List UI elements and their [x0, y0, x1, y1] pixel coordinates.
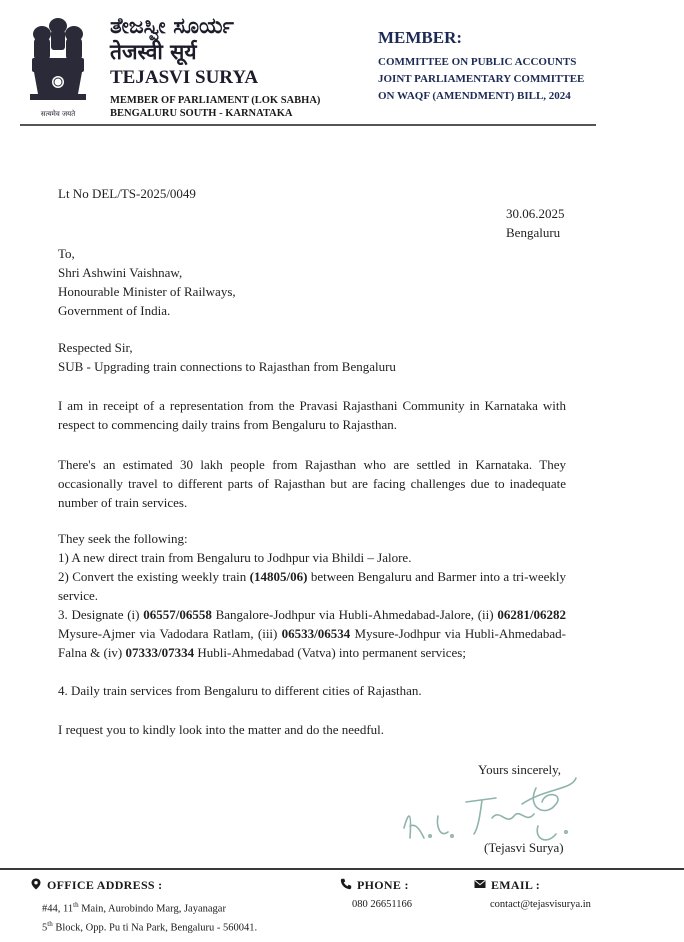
- request-item-1: 1) A new direct train from Bengaluru to Jodhpur via Bhildi – Jalore.: [58, 550, 412, 565]
- committee-line: JOINT PARLIAMENTARY COMMITTEE: [378, 73, 585, 85]
- location-pin-icon: [30, 878, 42, 890]
- reference-number: Lt No DEL/TS-2025/0049: [58, 186, 196, 201]
- item3-text: 3. Designate (i): [58, 607, 144, 622]
- item3-text: Mysure-Jodhpur via Hubli-Ahmedabad-Falna & (iv): [58, 626, 566, 660]
- name-kannada: ತೇಜಸ್ವೀ ಸೂರ್ಯ: [110, 13, 234, 39]
- address-text: Block, Opp. Pu ti Na Park, Bengaluru - 560041.: [52, 922, 258, 933]
- emblem-motto: सत्यमेव जयते: [40, 110, 76, 118]
- train-number: 06557/06558: [143, 607, 212, 622]
- train-number: (14805/06): [249, 569, 308, 584]
- phone-block: [340, 878, 412, 912]
- member-heading: MEMBER:: [378, 28, 463, 47]
- request-item-4: 4. Daily train services from Bengaluru to different cities of Rajasthan.: [58, 683, 422, 698]
- mp-title-line1: MEMBER OF PARLIAMENT (LOK SABHA): [110, 95, 321, 106]
- addressee-line: Government of India.: [58, 303, 171, 318]
- train-number: 06533/06534: [281, 626, 351, 641]
- mp-name-block: [110, 14, 320, 120]
- address-text: #44, 11: [42, 903, 74, 915]
- mp-title-line2: BENGALURU SOUTH - KARNATAKA: [110, 108, 293, 119]
- item3-text: Mysure-Ajmer via Vadodara Ratlam, (iii): [58, 626, 282, 641]
- request-intro: They seek the following:: [58, 531, 188, 546]
- addressee-line: Shri Ashwini Vaishnaw,: [58, 265, 183, 280]
- office-address-block: [30, 878, 257, 935]
- closing-request: I request you to kindly look into the matter and do the needful.: [58, 722, 385, 737]
- footer-divider: [0, 868, 684, 870]
- header-divider: [20, 124, 596, 126]
- email-block: [474, 878, 591, 912]
- national-emblem-icon: [20, 12, 96, 122]
- letter-place: Bengaluru: [506, 225, 561, 240]
- salutation: Respected Sir,: [58, 340, 133, 355]
- committee-block: [378, 28, 584, 105]
- request-item-3: [58, 605, 566, 662]
- email-label: EMAIL :: [491, 878, 541, 892]
- train-number: 07333/07334: [125, 645, 195, 660]
- phone-number[interactable]: 080 26651166: [352, 899, 412, 910]
- signatory-name: (Tejasvi Surya): [484, 840, 564, 855]
- name-english: TEJASVI SURYA: [110, 67, 259, 88]
- handwritten-signature: [396, 768, 606, 863]
- addressee-line: Honourable Minister of Railways,: [58, 284, 236, 299]
- subject-line: SUB - Upgrading train connections to Rajasthan from Bengaluru: [58, 359, 396, 374]
- address-line-1: [42, 898, 257, 917]
- closing: Yours sincerely,: [478, 762, 562, 777]
- item2-text: between Bengaluru and Barmer into a tri-weekly service.: [58, 569, 566, 603]
- body-paragraph: There's an estimated 30 lakh people from Rajasthan who are settled in Karnataka. They occasionally travel to different parts of Rajasthan but are facing challenges due to inadequate number of train services.: [58, 457, 566, 510]
- body-paragraph: I am in receipt of a representation from the Pravasi Rajasthani Community in Karnataka with respect to commencing daily trains from Bengaluru to Rajasthan.: [58, 398, 566, 432]
- name-hindi: तेजस्वी सूर्य: [110, 39, 197, 64]
- item2-text: 2) Convert the existing weekly train: [58, 569, 250, 584]
- ordinal-suffix: th: [47, 919, 53, 928]
- request-item-2: [58, 567, 566, 605]
- phone-icon: [340, 878, 352, 890]
- item3-text: Hubli-Ahmedabad (Vatva) into permanent services;: [194, 645, 466, 660]
- envelope-icon: [474, 878, 486, 890]
- item3-text: Bangalore-Jodhpur via Hubli-Ahmedabad-Jalore, (ii): [211, 607, 498, 622]
- ordinal-suffix: th: [73, 901, 79, 909]
- address-text: 5: [42, 922, 48, 933]
- office-address-label: OFFICE ADDRESS :: [47, 878, 163, 892]
- address-text: Main, Aurobindo Marg, Jayanagar: [78, 903, 226, 915]
- committee-line: ON WAQF (AMENDMENT) BILL, 2024: [378, 90, 571, 102]
- phone-label: PHONE :: [357, 878, 409, 892]
- committee-line: COMMITTEE ON PUBLIC ACCOUNTS: [378, 56, 577, 68]
- to-label: To,: [58, 246, 75, 261]
- address-line-2: [42, 917, 257, 936]
- letter-date: 30.06.2025: [506, 206, 565, 221]
- train-number: 06281/06282: [497, 607, 566, 622]
- email-address[interactable]: contact@tejasvisurya.in: [490, 899, 591, 910]
